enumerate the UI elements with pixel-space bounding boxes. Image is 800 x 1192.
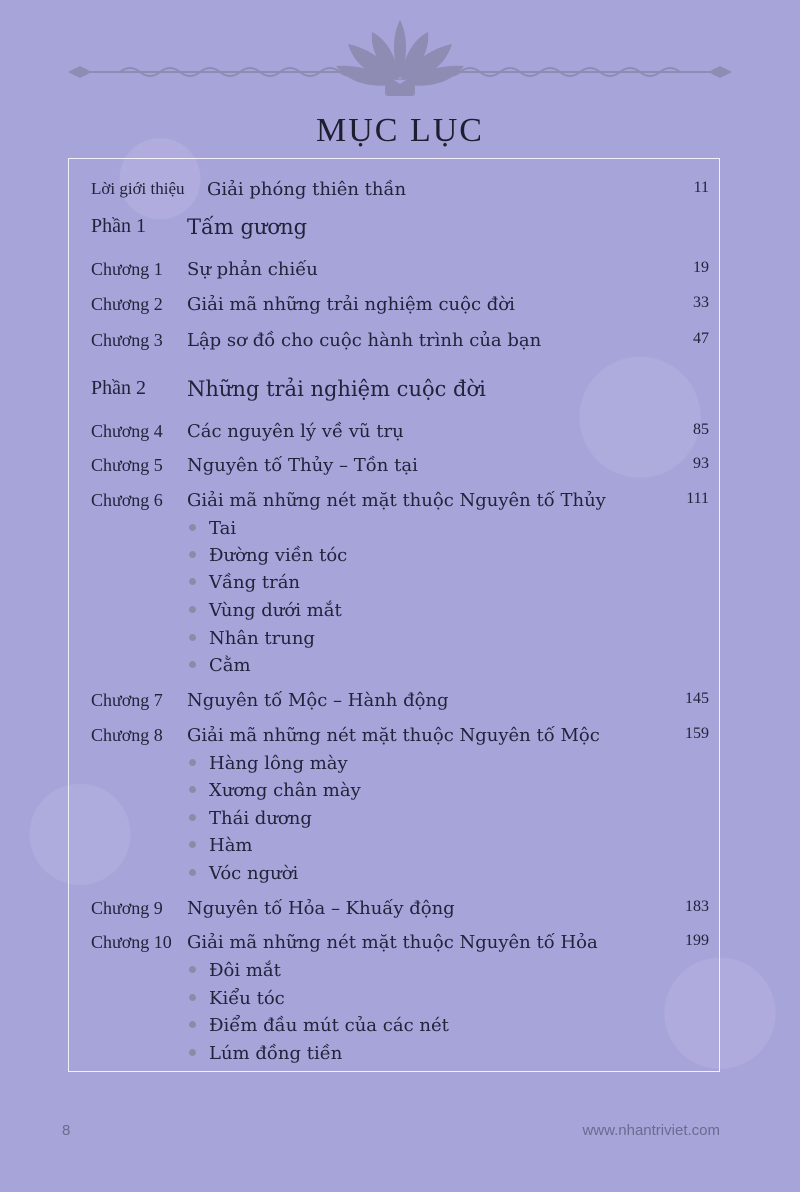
toc-chapter-5[interactable] bbox=[69, 455, 719, 485]
chapter-7-title: Nguyên tố Mộc – Hành động bbox=[187, 690, 449, 711]
chapter-2-label: Chương 2 bbox=[91, 294, 163, 314]
chapter-10-label: Chương 10 bbox=[91, 932, 172, 952]
bullet-icon bbox=[189, 578, 196, 585]
part-2-label: Phần 2 bbox=[91, 377, 146, 399]
chapter-3-title: Lập sơ đồ cho cuộc hành trình của bạn bbox=[187, 330, 542, 351]
toc-chapter-3[interactable] bbox=[69, 330, 719, 360]
chapter-10-page: 199 bbox=[685, 932, 709, 949]
list-item[interactable]: Kiểu tóc bbox=[189, 988, 285, 1014]
bullet-icon bbox=[189, 1021, 196, 1028]
chapter-5-page: 93 bbox=[693, 455, 709, 472]
toc-chapter-1[interactable] bbox=[69, 259, 719, 289]
chapter-2-page: 33 bbox=[693, 294, 709, 311]
list-item[interactable]: Lúm đồng tiền bbox=[189, 1043, 342, 1069]
chapter-8-label: Chương 8 bbox=[91, 725, 163, 745]
chapter-4-page: 85 bbox=[693, 421, 709, 438]
toc-chapter-8[interactable] bbox=[69, 725, 719, 755]
page-title: MỤC LỤC bbox=[316, 112, 484, 149]
chapter-10-title: Giải mã những nét mặt thuộc Nguyên tố Hỏa bbox=[187, 932, 598, 953]
intro-label: Lời giới thiệu bbox=[91, 179, 185, 198]
lotus-ornament bbox=[0, 0, 800, 110]
part-1-label: Phần 1 bbox=[91, 215, 146, 237]
chapter-8-page: 159 bbox=[685, 725, 709, 742]
chapter-9-label: Chương 9 bbox=[91, 898, 163, 918]
list-item[interactable]: Xương chân mày bbox=[189, 780, 361, 806]
chapter-9-title: Nguyên tố Hỏa – Khuấy động bbox=[187, 898, 455, 919]
bullet-icon bbox=[189, 1049, 196, 1056]
chapter-5-title: Nguyên tố Thủy – Tồn tại bbox=[187, 455, 418, 476]
page-number: 8 bbox=[62, 1122, 71, 1139]
list-item[interactable]: Nhân trung bbox=[189, 628, 315, 654]
list-item[interactable]: Tai bbox=[189, 518, 236, 544]
list-item[interactable]: Vóc người bbox=[189, 863, 298, 889]
chapter-1-label: Chương 1 bbox=[91, 259, 163, 279]
chapter-6-page: 111 bbox=[686, 490, 709, 507]
chapter-2-title: Giải mã những trải nghiệm cuộc đời bbox=[187, 294, 515, 315]
list-item[interactable]: Đường viền tóc bbox=[189, 545, 347, 571]
list-item[interactable]: Cằm bbox=[189, 655, 251, 681]
bullet-icon bbox=[189, 759, 196, 766]
toc-chapter-10[interactable] bbox=[69, 932, 719, 962]
toc-part-2[interactable] bbox=[69, 377, 719, 407]
bullet-icon bbox=[189, 994, 196, 1001]
list-item[interactable]: Vùng dưới mắt bbox=[189, 600, 342, 626]
website-url[interactable]: www.nhantriviet.com bbox=[582, 1122, 720, 1139]
bullet-icon bbox=[189, 966, 196, 973]
list-item[interactable]: Hàng lông mày bbox=[189, 753, 348, 779]
chapter-3-page: 47 bbox=[693, 330, 709, 347]
toc-chapter-7[interactable] bbox=[69, 690, 719, 720]
bullet-icon bbox=[189, 551, 196, 558]
list-item[interactable]: Điểm đầu mút của các nét bbox=[189, 1015, 449, 1041]
list-item[interactable]: Hàm bbox=[189, 835, 253, 861]
chapter-6-title: Giải mã những nét mặt thuộc Nguyên tố Thủy bbox=[187, 490, 606, 511]
toc-chapter-4[interactable] bbox=[69, 421, 719, 451]
intro-title: Giải phóng thiên thần bbox=[207, 179, 407, 200]
chapter-4-title: Các nguyên lý về vũ trụ bbox=[187, 421, 404, 442]
list-item[interactable]: Đôi mắt bbox=[189, 960, 281, 986]
chapter-7-page: 145 bbox=[685, 690, 709, 707]
bullet-icon bbox=[189, 814, 196, 821]
toc-chapter-6[interactable] bbox=[69, 490, 719, 520]
toc-chapter-9[interactable] bbox=[69, 898, 719, 928]
chapter-9-page: 183 bbox=[685, 898, 709, 915]
part-2-title: Những trải nghiệm cuộc đời bbox=[187, 377, 486, 401]
intro-page: 11 bbox=[693, 179, 709, 196]
toc-chapter-2[interactable] bbox=[69, 294, 719, 324]
bullet-icon bbox=[189, 606, 196, 613]
toc-intro[interactable] bbox=[69, 179, 719, 209]
chapter-1-page: 19 bbox=[693, 259, 709, 276]
part-1-title: Tấm gương bbox=[187, 215, 308, 239]
list-item[interactable]: Vầng trán bbox=[189, 572, 300, 598]
chapter-8-title: Giải mã những nét mặt thuộc Nguyên tố Mộc bbox=[187, 725, 600, 746]
bullet-icon bbox=[189, 841, 196, 848]
table-of-contents bbox=[68, 158, 720, 1072]
bullet-icon bbox=[189, 869, 196, 876]
chapter-5-label: Chương 5 bbox=[91, 455, 163, 475]
chapter-1-title: Sự phản chiếu bbox=[187, 259, 318, 280]
bullet-icon bbox=[189, 661, 196, 668]
list-item[interactable]: Thái dương bbox=[189, 808, 312, 834]
chapter-3-label: Chương 3 bbox=[91, 330, 163, 350]
bullet-icon bbox=[189, 786, 196, 793]
bullet-icon bbox=[189, 634, 196, 641]
chapter-4-label: Chương 4 bbox=[91, 421, 163, 441]
toc-part-1[interactable] bbox=[69, 215, 719, 245]
chapter-7-label: Chương 7 bbox=[91, 690, 163, 710]
bullet-icon bbox=[189, 524, 196, 531]
chapter-6-label: Chương 6 bbox=[91, 490, 163, 510]
